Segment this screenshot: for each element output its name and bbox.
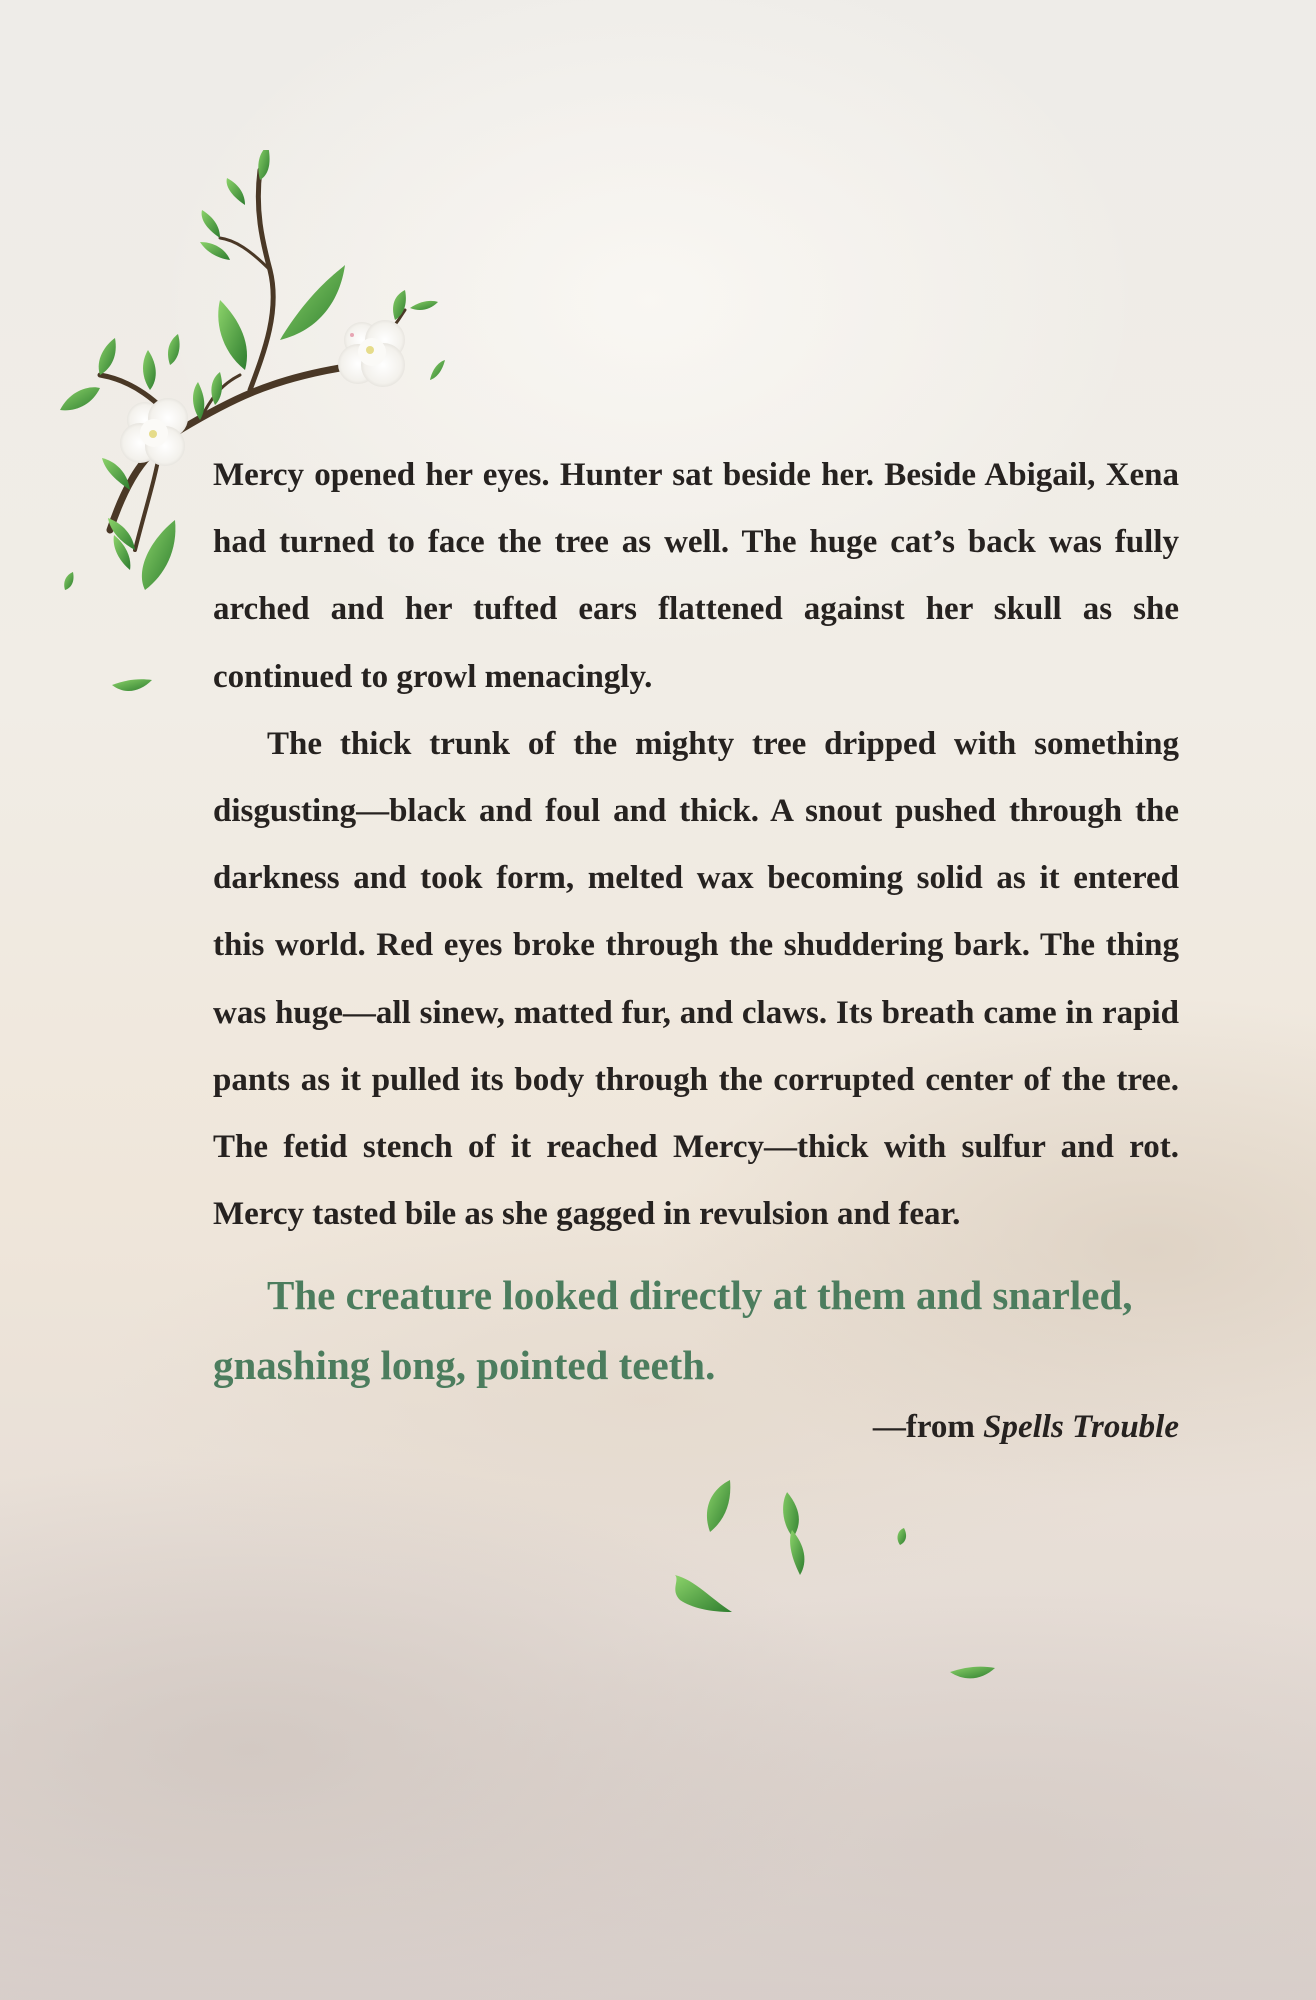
book-title: Spells Trouble [983, 1409, 1179, 1446]
highlight-quote: The creature looked directly at them and snarled, gnashing long, pointed teeth. [213, 1272, 1133, 1389]
attribution-prefix: —from [872, 1409, 984, 1446]
falling-leaves-icon [640, 1480, 1040, 1710]
excerpt-text [213, 442, 1179, 1452]
paragraph-1: Mercy opened her eyes. Hunter sat beside her. Beside Abigail, Xena had turned to face the tree as well. The huge cat’s back was fully arched and her tufted ears flattened against her skull as she continued to growl menacingly. [213, 457, 1179, 695]
attribution [213, 1402, 1179, 1452]
paragraph-2: The thick trunk of the mighty tree dripped with something disgusting—black and foul and thick. A snout pushed through the darkness and took form, melted wax becoming solid as it entered this world. Red eyes broke through the shuddering bark. The thing was huge—all sinew, matted fur, and claws. Its breath came in rapid pants as it pulled its body through the corrupted center of the tree. The fetid stench of it reached Mercy—thick with sulfur and rot. Mercy tasted bile as she gagged in revulsion and fear. [213, 725, 1179, 1233]
